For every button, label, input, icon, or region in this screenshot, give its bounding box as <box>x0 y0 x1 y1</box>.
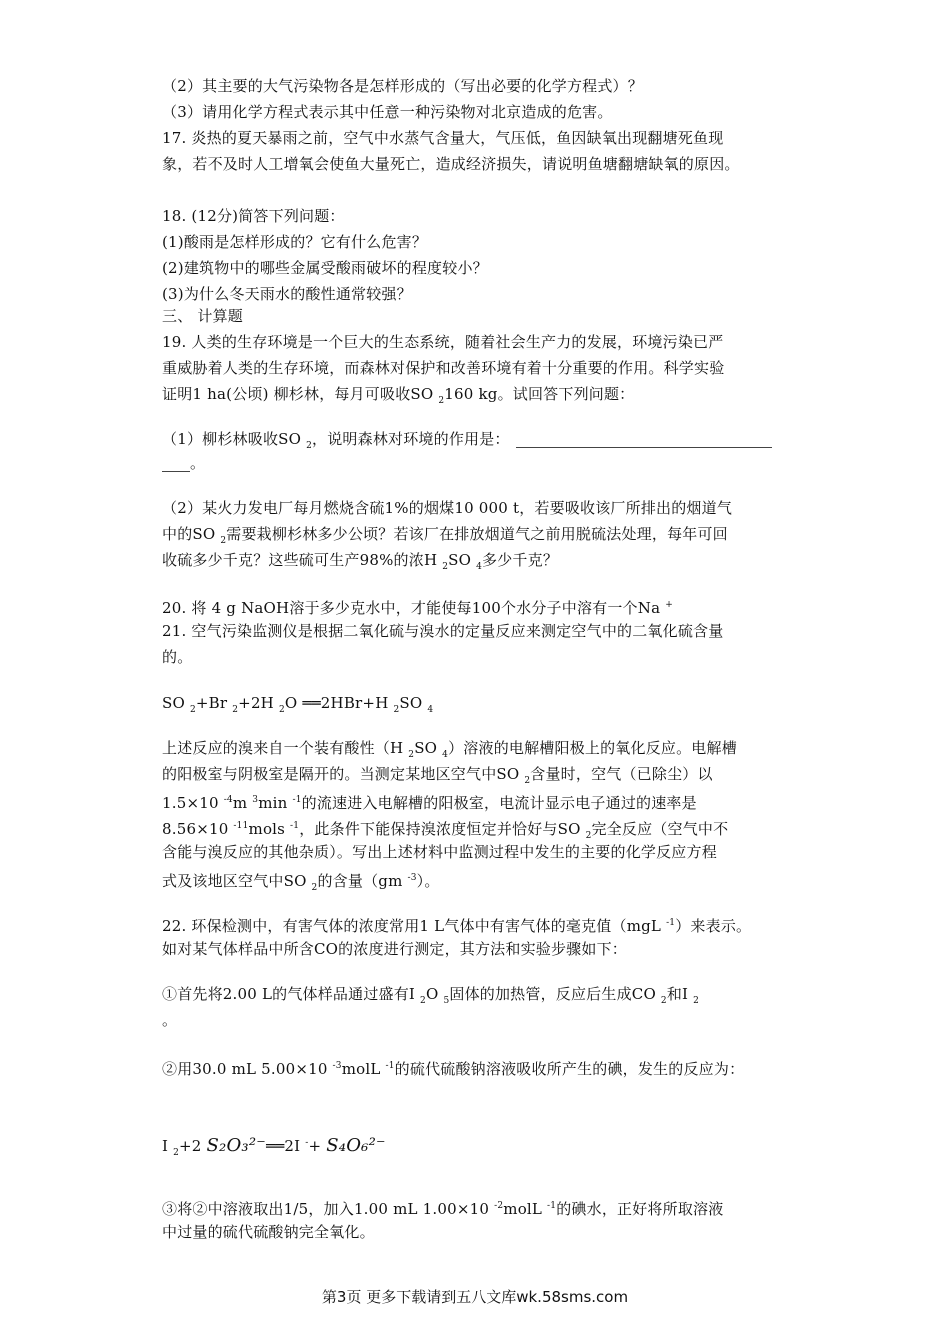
thiosulfate-formula: S₂O₃²⁻ <box>206 1135 266 1156</box>
text-line: （3）请用化学方程式表示其中任意一种污染物对北京造成的危害。 <box>162 103 613 121</box>
text-line: 。 <box>162 1011 178 1029</box>
text-line: 的。 <box>162 648 193 666</box>
text-line: 式及该地区空气中SO $_2$的含量（gm $^{-3}$）。 <box>162 872 440 893</box>
question-22: 22. 环保检测中，有害气体的浓度常用1 L气体中有害气体的毫克值（mgL $^{-1}$）来表示。 <box>162 917 752 935</box>
question-20: 20. 将 4 g NaOH溶于多少克水中，才能使每100个水分子中溶有一个Na + <box>162 599 673 617</box>
section-heading: 三、 计算题 <box>162 307 243 325</box>
text-line: (3)为什么冬天雨水的酸性通常较强？ <box>162 285 412 303</box>
text-line: 如对某气体样品中所含CO的浓度进行测定，其方法和实验步骤如下： <box>162 940 627 958</box>
text-line: 1.5×10 $^{-4}$m $^3$min $^{-1}$的流速进入电解槽的阳极室，电流计显示电子通过的速率是 <box>162 794 697 812</box>
equation: SO $_2$+Br $_2$+2H $_2$O ══2HBr+H $_2$SO $_4$ <box>162 694 434 715</box>
text-line: 的阳极室与阴极室是隔开的。当测定某地区空气中SO $_2$含量时，空气（已除尘）以 <box>162 765 713 786</box>
text-line: 8.56×10 $^{-11}$mols $^{-1}$，此条件下能保持溴浓度恒定并恰好与SO $_2$完全反应（空气中不 <box>162 820 729 841</box>
text-line: 重威胁着人类的生存环境，而森林对保护和改善环境有着十分重要的作用。科学实验 <box>162 359 725 377</box>
question-21: 21. 空气污染监测仪是根据二氧化硫与溴水的定量反应来测定空气中的二氧化硫含量 <box>162 622 724 640</box>
step-3: ③将②中溶液取出1/5，加入1.00 mL 1.00×10 $^{-2}$molL $^{-1}$的碘水，正好将所取溶液 <box>162 1200 724 1218</box>
answer-blank[interactable] <box>516 433 772 448</box>
question-18: 18. (12分)简答下列问题： <box>162 207 345 225</box>
text-line: 。 <box>162 452 205 474</box>
text-line: 象，若不及时人工增氧会使鱼大量死亡，造成经济损失，请说明鱼塘翻塘缺氧的原因。 <box>162 155 740 173</box>
text-line: 证明1 ha(公顷) 柳杉林，每月可吸收SO $_2$160 kg。试回答下列问题： <box>162 385 635 406</box>
text-line: 上述反应的溴来自一个装有酸性（H $_2$SO $_4$）溶液的电解槽阳极上的氧化反应。电解槽 <box>162 739 737 760</box>
step-1: ①首先将2.00 L的气体样品通过盛有I $_2$O $_5$固体的加热管，反应后生成CO $_2$和I $_2$ <box>162 985 700 1006</box>
step-2: ②用30.0 mL 5.00×10 $^{-3}$molL $^{-1}$的硫代硫酸钠溶液吸收所产生的碘，发生的反应为： <box>162 1060 745 1078</box>
text-line: （2）其主要的大气污染物各是怎样形成的（写出必要的化学方程式）？ <box>162 77 643 95</box>
text-line: 含能与溴反应的其他杂质）。写出上述材料中监测过程中发生的主要的化学反应方程 <box>162 843 717 861</box>
text-line: （2）某火力发电厂每月燃烧含硫1%的烟煤10 000 t，若要吸收该厂所排出的烟道气 <box>162 499 733 517</box>
text-line: (1)酸雨是怎样形成的？它有什么危害？ <box>162 233 428 251</box>
question-19: 19. 人类的生存环境是一个巨大的生态系统，随着社会生产力的发展，环境污染已严 <box>162 333 724 351</box>
question-17: 17. 炎热的夏天暴雨之前，空气中水蒸气含量大，气压低，鱼因缺氧出现翻塘死鱼现 <box>162 129 724 147</box>
text-line: (2)建筑物中的哪些金属受酸雨破坏的程度较小？ <box>162 259 488 277</box>
text-line: 中过量的硫代硫酸钠完全氧化。 <box>162 1223 375 1241</box>
text-line: 收硫多少千克？这些硫可生产98%的浓H $_2$SO $_4$多少千克？ <box>162 551 559 572</box>
page-footer: 第3页 更多下载请到五八文库wk.58sms.com <box>321 1288 629 1306</box>
text-line: （1）柳杉林吸收SO $_2$，说明森林对环境的作用是： <box>162 428 772 457</box>
text-line: 中的SO $_2$需要栽柳杉林多少公顷？若该厂在排放烟道气之前用脱硫法处理，每年可回 <box>162 525 728 546</box>
reaction-equation: I $_2$+2 S₂O₃²⁻══2I -+ S₄O₆²⁻ <box>162 1135 386 1158</box>
tetrathionate-formula: S₄O₆²⁻ <box>326 1135 386 1156</box>
answer-blank[interactable] <box>162 457 190 472</box>
